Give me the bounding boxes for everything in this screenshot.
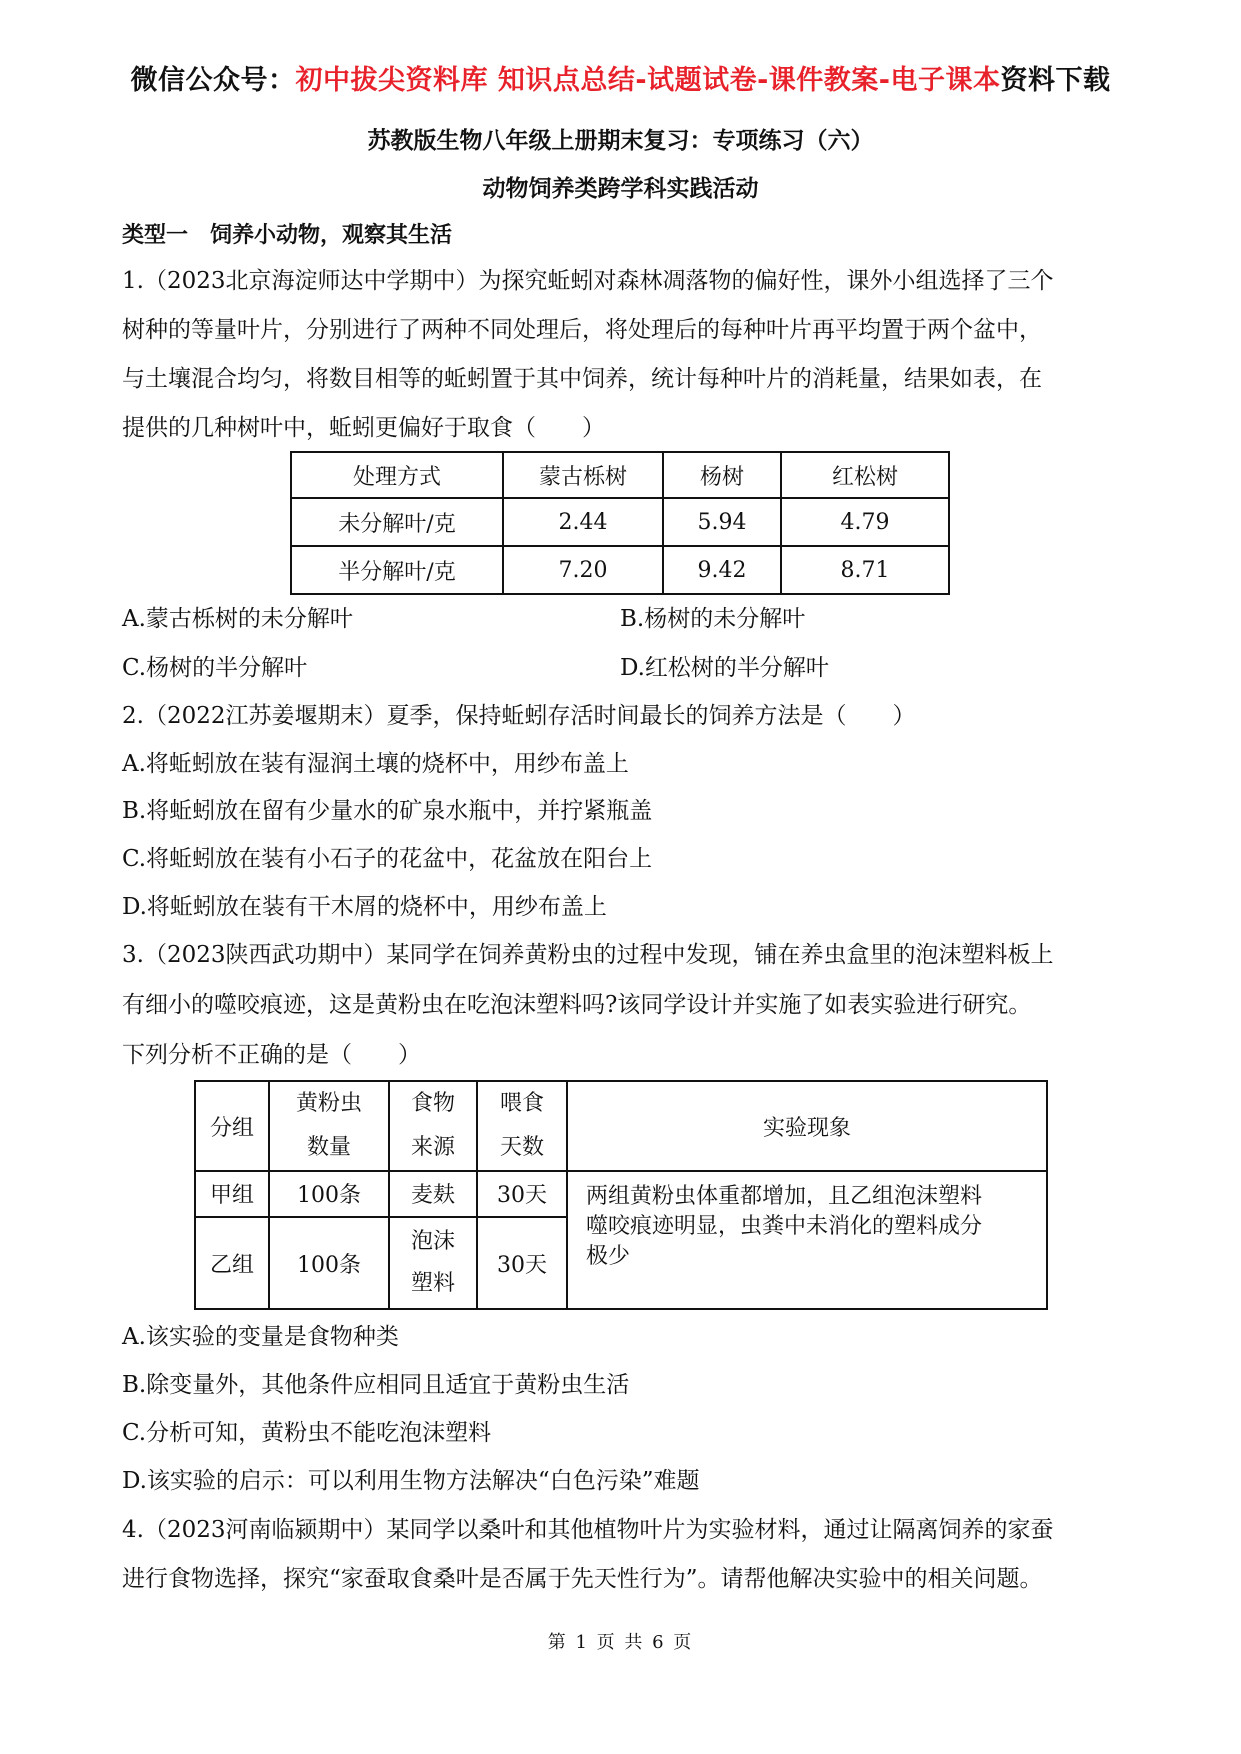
table-cell: 9.42: [663, 546, 781, 594]
table-cell: 2.44: [503, 498, 663, 546]
q1-line: 与土壤混合均匀，将数目相等的蚯蚓置于其中饲养，统计每种叶片的消耗量，结果如表，在: [122, 366, 1042, 392]
table-cell: 30天: [477, 1217, 567, 1309]
cell-line: 泡沫: [410, 1229, 455, 1254]
table-header-cell: 实验现象: [567, 1081, 1047, 1171]
q1-line: 树种的等量叶片，分别进行了两种不同处理后，将处理后的每种叶片再平均置于两个盆中，: [122, 317, 1042, 343]
table-cell: 5.94: [663, 498, 781, 546]
q1-table: [290, 451, 950, 595]
table-cell: 乙组: [195, 1217, 269, 1309]
table-header-cell: [269, 1081, 389, 1171]
q1-option-c: C.杨树的半分解叶: [122, 655, 308, 681]
result-line: 极少: [586, 1244, 631, 1269]
q3-line: 下列分析不正确的是（ ）: [122, 1042, 421, 1068]
table-row: [291, 546, 949, 594]
q1-option-d: D.红松树的半分解叶: [620, 655, 829, 681]
result-line: 两组黄粉虫体重都增加，且乙组泡沫塑料: [586, 1184, 983, 1209]
section-heading: 类型一 饲养小动物，观察其生活: [122, 223, 453, 248]
q3-line: 3.（2023陕西武功期中）某同学在饲养黄粉虫的过程中发现，铺在养虫盒里的泡沫塑料板上: [122, 942, 1054, 968]
page-header: [0, 58, 1241, 97]
q3-option-b: B.除变量外，其他条件应相同且适宜于黄粉虫生活: [122, 1372, 630, 1398]
header-line: 天数: [499, 1135, 544, 1160]
q3-option-d: D.该实验的启示：可以利用生物方法解决“白色污染”难题: [122, 1468, 700, 1494]
header-line: 数量: [306, 1135, 351, 1160]
header-prefix: 微信公众号：: [130, 65, 296, 96]
table-cell: 4.79: [781, 498, 949, 546]
table-cell: 半分解叶/克: [291, 546, 503, 594]
table-cell: 7.20: [503, 546, 663, 594]
table-cell: 8.71: [781, 546, 949, 594]
table-header-row: [195, 1081, 1047, 1171]
table-header-cell: 蒙古栎树: [503, 452, 663, 498]
q4-line: 4.（2023河南临颍期中）某同学以桑叶和其他植物叶片为实验材料，通过让隔离饲养的家蚕: [122, 1517, 1054, 1543]
page-footer: 第 1 页 共 6 页: [547, 1632, 694, 1653]
header-line: 黄粉虫: [295, 1091, 362, 1116]
q3-option-c: C.分析可知，黄粉虫不能吃泡沫塑料: [122, 1420, 492, 1446]
q2-option-a: A.将蚯蚓放在装有湿润土壤的烧杯中，用纱布盖上: [122, 751, 629, 777]
page-subtitle: 动物饲养类跨学科实践活动: [482, 176, 759, 202]
table-header-cell: [389, 1081, 477, 1171]
page-title: 苏教版生物八年级上册期末复习：专项练习（六）: [367, 128, 874, 154]
q1-option-b: B.杨树的未分解叶: [620, 606, 806, 632]
cell-line: 塑料: [410, 1271, 455, 1296]
q3-table: [194, 1080, 1048, 1310]
table-header-cell: 红松树: [781, 452, 949, 498]
table-cell: [389, 1217, 477, 1309]
q3-option-a: A.该实验的变量是食物种类: [122, 1324, 399, 1350]
header-line: 喂食: [499, 1091, 544, 1116]
header-suffix: 资料下载: [1000, 65, 1111, 96]
header-line: 食物: [410, 1091, 455, 1116]
q4-line: 进行食物选择，探究“家蚕取食桑叶是否属于先天性行为”。请帮他解决实验中的相关问题。: [122, 1566, 1043, 1592]
result-line: 噬咬痕迹明显，虫粪中未消化的塑料成分: [586, 1214, 983, 1239]
q2-option-d: D.将蚯蚓放在装有干木屑的烧杯中，用纱布盖上: [122, 894, 607, 920]
table-header-row: [291, 452, 949, 498]
header-highlight: 初中拔尖资料库 知识点总结-试题试卷-课件教案-电子课本: [295, 65, 1001, 96]
table-cell: 100条: [269, 1171, 389, 1217]
q3-line: 有细小的噬咬痕迹，这是黄粉虫在吃泡沫塑料吗?该同学设计并实施了如表实验进行研究。: [122, 992, 1032, 1018]
table-cell: 30天: [477, 1171, 567, 1217]
header-line: 来源: [410, 1135, 455, 1160]
result-cell: [567, 1171, 1047, 1309]
q1-line: 提供的几种树叶中，蚯蚓更偏好于取食（ ）: [122, 415, 605, 441]
table-row: [291, 498, 949, 546]
q1-line: 1.（2023北京海淀师达中学期中）为探究蚯蚓对森林凋落物的偏好性，课外小组选择了三个: [122, 268, 1054, 294]
table-cell: 未分解叶/克: [291, 498, 503, 546]
table-header-cell: 处理方式: [291, 452, 503, 498]
table-cell: 甲组: [195, 1171, 269, 1217]
table-cell: 100条: [269, 1217, 389, 1309]
q2-option-b: B.将蚯蚓放在留有少量水的矿泉水瓶中，并拧紧瓶盖: [122, 798, 653, 824]
table-header-cell: 分组: [195, 1081, 269, 1171]
q2-option-c: C.将蚯蚓放在装有小石子的花盆中，花盆放在阳台上: [122, 846, 653, 872]
table-header-cell: [477, 1081, 567, 1171]
q2-stem: 2.（2022江苏姜堰期末）夏季，保持蚯蚓存活时间最长的饲养方法是（ ）: [122, 703, 916, 729]
table-cell: 麦麸: [389, 1171, 477, 1217]
table-row: [195, 1171, 1047, 1217]
q1-option-a: A.蒙古栎树的未分解叶: [122, 606, 353, 632]
table-header-cell: 杨树: [663, 452, 781, 498]
